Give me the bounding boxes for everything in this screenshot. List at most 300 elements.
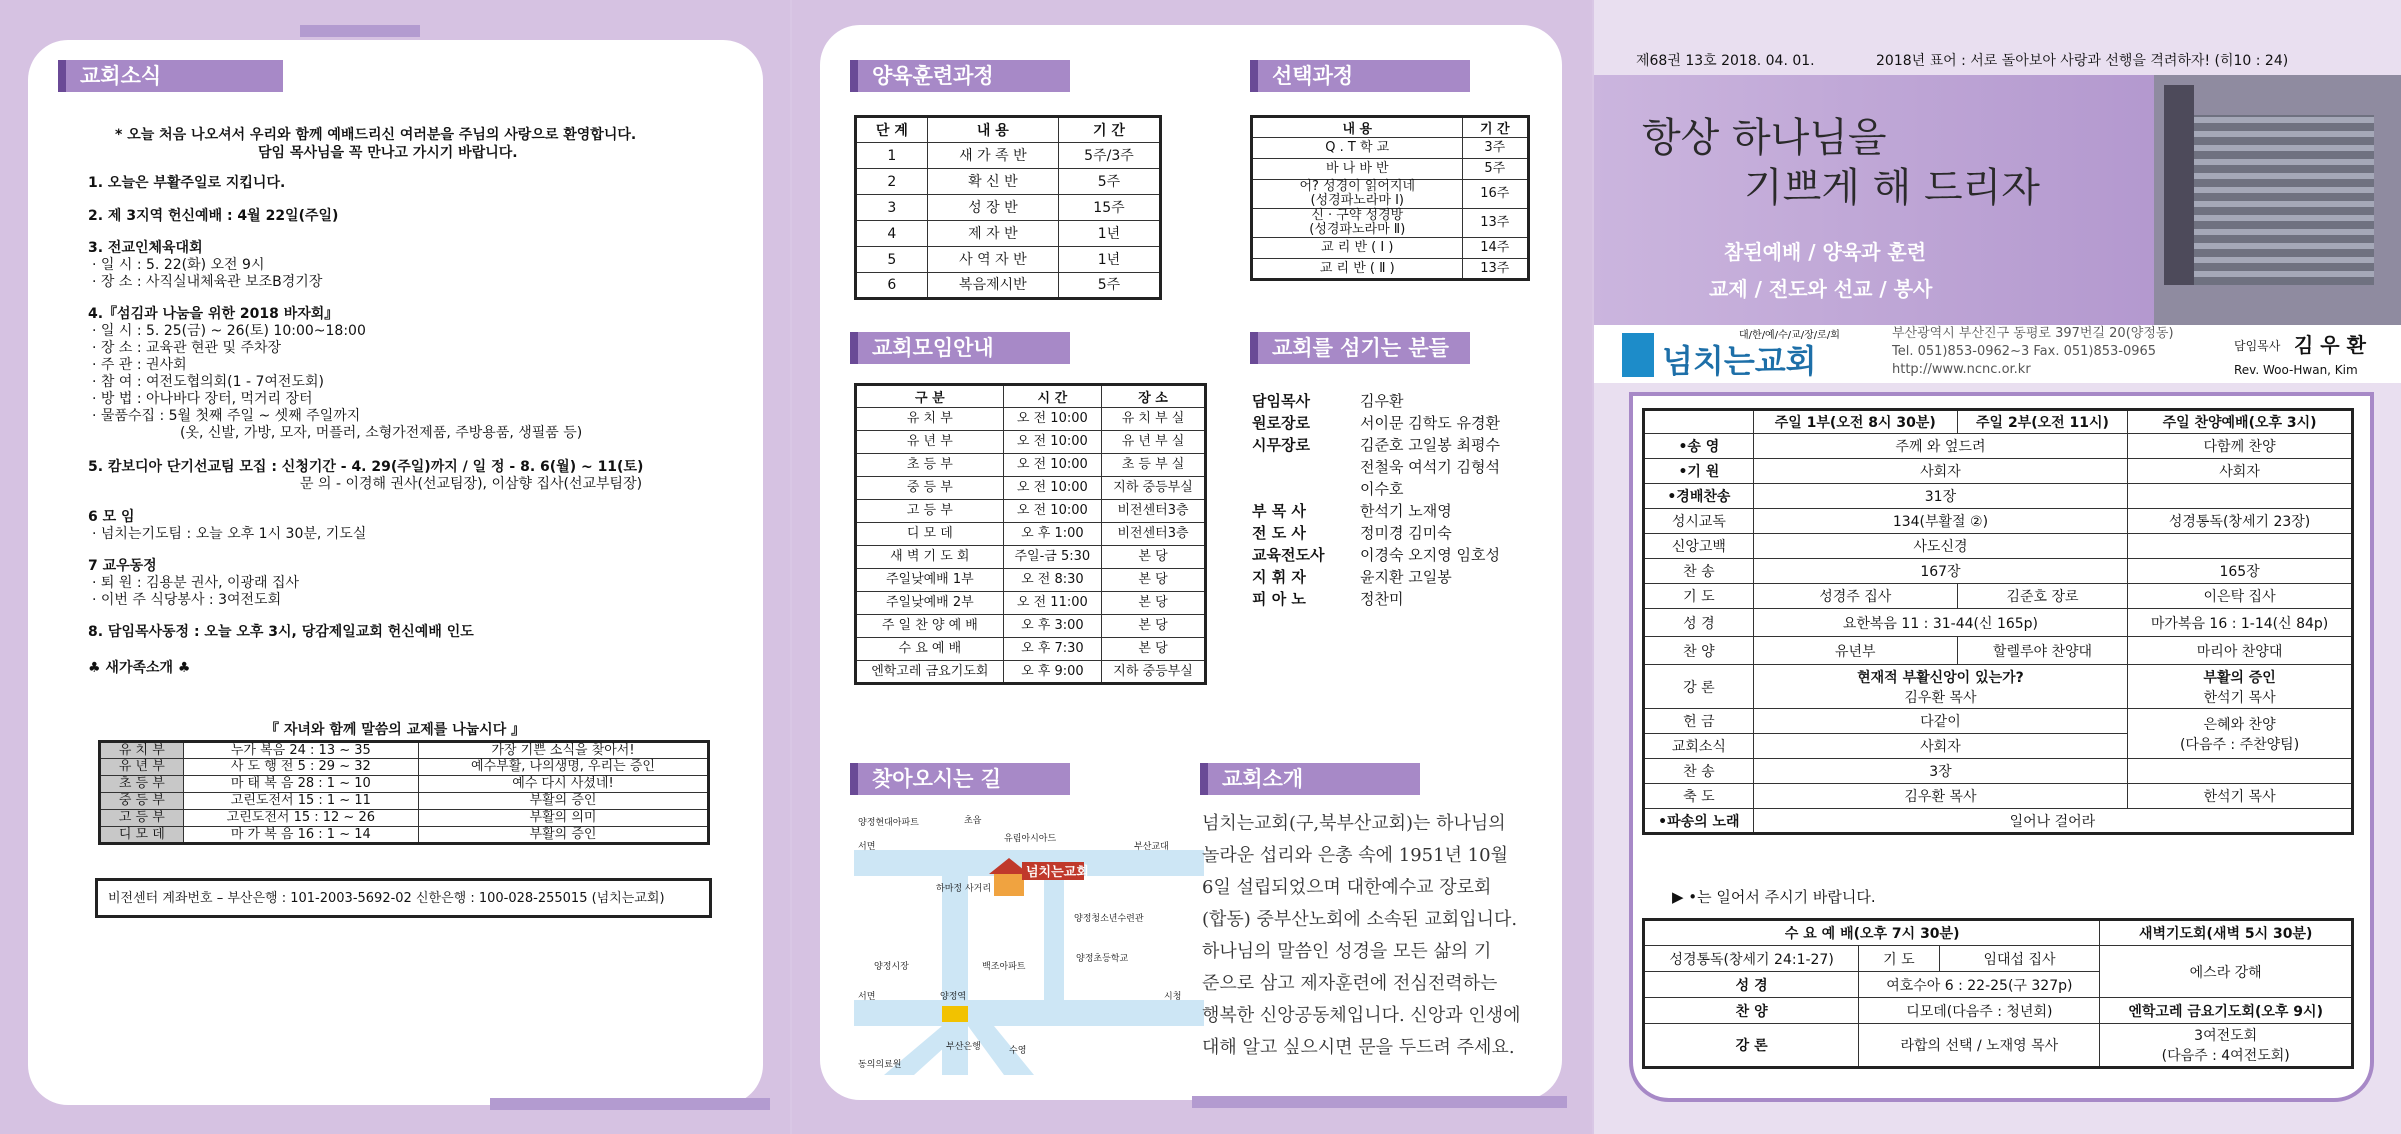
table-cell: 초 등 부 <box>856 454 1004 477</box>
notice-item: 7 교우동정 <box>88 558 157 574</box>
order-label: 기 도 <box>1644 584 1754 609</box>
welcome-text: * 오늘 처음 나오셔서 우리와 함께 예배드리신 여러분을 주님의 사랑으로 환영합니다. <box>115 127 637 143</box>
table-row <box>856 169 1161 195</box>
panel-news <box>0 0 790 1134</box>
section-title: 교회소식 <box>58 60 283 92</box>
table-row <box>1252 259 1529 280</box>
elective-table <box>1250 115 1530 281</box>
intro-line: 하나님의 말씀인 성경을 모든 삶의 기 <box>1202 941 1492 962</box>
table-row <box>856 523 1206 546</box>
intro-line: 놀라운 섭리와 은총 속에 1951년 10월 <box>1202 845 1508 866</box>
table-cell: 본 당 <box>1102 615 1206 638</box>
header-cell: 기 간 <box>1058 117 1160 143</box>
table-cell: 6 <box>856 273 928 299</box>
order-value: 사도신경 <box>1753 534 2127 559</box>
table-cell: 4 <box>856 221 928 247</box>
order-value: 은혜와 찬양 (다음주 : 주찬양팀) <box>2128 709 2353 759</box>
table-cell: 오 후 1:00 <box>1003 523 1101 546</box>
table-cell: 오 후 9:00 <box>1003 661 1101 684</box>
servant-names: 이경숙 오지영 임호성 <box>1360 546 1500 564</box>
map-label: 부산교대 <box>1134 842 1169 852</box>
order-value: 31장 <box>1753 484 2127 509</box>
wed-value: 디모데(다음주 : 청년회) <box>1859 998 2100 1024</box>
table-cell: 5주 <box>1462 159 1528 180</box>
table-row <box>856 546 1206 569</box>
order-value: 주께 와 엎드려 <box>1753 434 2127 459</box>
weekday-table <box>1642 918 2354 1069</box>
order-label: 찬 송 <box>1644 559 1754 584</box>
bible-table <box>98 740 710 845</box>
table-cell: 초 등 부 실 <box>1102 454 1206 477</box>
order-value: 사회자 <box>1753 459 2127 484</box>
panel-cover <box>1594 0 2401 1134</box>
order-label: •경배찬송 <box>1644 484 1754 509</box>
table-cell: 15주 <box>1058 195 1160 221</box>
order-value: 할렐루야 찬양대 <box>1957 637 2127 665</box>
account-text: 비전센터 계좌번호 – 부산은행 : 101-2003-5692-02 신한은행 : 100-028-255015 (넘치는교회) <box>108 891 665 906</box>
servant-names: 한석기 노재영 <box>1360 502 1452 520</box>
table-cell: 주일낮예배 1부 <box>856 569 1004 592</box>
order-label: 신앙고백 <box>1644 534 1754 559</box>
table-row <box>856 569 1206 592</box>
table-cell: 오 전 11:00 <box>1003 592 1101 615</box>
order-value: 유년부 <box>1753 637 1957 665</box>
table-row <box>1252 180 1529 209</box>
header-cell: 단 계 <box>856 117 928 143</box>
intro-line: 준으로 삼고 제자훈련에 전심전력하는 <box>1202 973 1498 994</box>
table-cell: 어? 성경이 읽어지네 (성경파노라마 Ⅰ) <box>1252 180 1463 209</box>
table-cell: 유 년 부 <box>100 759 184 776</box>
table-cell: 예수부활, 나의생명, 우리는 증인 <box>418 759 708 776</box>
map-label: 서면 <box>858 842 876 852</box>
map-label: 동의의료원 <box>858 1060 902 1070</box>
notice-detail: · 이번 주 식당봉사 : 3여전도회 <box>92 592 282 608</box>
headline: 기쁘게 해 드리자 <box>1744 165 2040 211</box>
servant-row <box>1252 522 1532 544</box>
table-cell: 오 전 8:30 <box>1003 569 1101 592</box>
table-cell: 수 요 예 배 <box>856 638 1004 661</box>
order-value <box>2128 534 2353 559</box>
table-cell: 오 전 10:00 <box>1003 454 1101 477</box>
order-value: 일어나 걸어라 <box>1753 809 2352 834</box>
notice-detail: · 물품수집 : 5월 첫째 주일 ~ 셋째 주일까지 <box>92 408 361 424</box>
section-title: 교회소개 <box>1200 763 1420 795</box>
table-cell: 복음제시반 <box>927 273 1058 299</box>
notice-detail: · 장 소 : 교육관 현관 및 주차장 <box>92 340 282 356</box>
table-cell: 부활의 증인 <box>418 827 708 844</box>
map-label: 양정역 <box>940 992 967 1002</box>
servant-role: 전 도 사 <box>1252 524 1306 542</box>
order-value: 165장 <box>2128 559 2353 584</box>
table-cell: 비전센터3층 <box>1102 500 1206 523</box>
notice-detail: · 넘치는기도팀 : 오늘 오후 1시 30분, 기도실 <box>92 526 367 542</box>
worship-head <box>1644 410 1754 434</box>
map-label: 초읍 <box>964 816 982 826</box>
table-cell: 고린도전서 15 : 12 ~ 26 <box>183 810 418 827</box>
table-cell: 새 가 족 반 <box>927 143 1058 169</box>
order-label: 강 론 <box>1644 665 1754 709</box>
table-cell: 1년 <box>1058 247 1160 273</box>
friday-next: (다음주 : 4여전도회) <box>2161 1048 2290 1064</box>
table-cell: 본 당 <box>1102 569 1206 592</box>
order-label: 찬 양 <box>1644 637 1754 665</box>
map-label: 수영 <box>1009 1046 1027 1056</box>
website: http://www.ncnc.or.kr <box>1892 362 2031 377</box>
order-label: 성시교독 <box>1644 509 1754 534</box>
notice-detail: 문 의 - 이경해 권사(선교팀장), 이삼향 집사(선교부팀장) <box>300 476 643 492</box>
table-cell: 교 리 반 ( Ⅱ ) <box>1252 259 1463 280</box>
church-info-bar <box>1594 325 2401 383</box>
servant-role: 피 아 노 <box>1252 590 1306 608</box>
servant-names: 정찬미 <box>1360 590 1404 608</box>
section-title: 찾아오시는 길 <box>850 763 1070 795</box>
servant-role: 시무장로 <box>1252 436 1310 454</box>
wed-label: 강 론 <box>1644 1024 1859 1068</box>
motto: 2018년 표어 : 서로 돌아보아 사랑과 선행을 격려하자! (히10 : 24) <box>1876 53 2289 69</box>
table-cell: 1년 <box>1058 221 1160 247</box>
table-cell: 5주 <box>1058 273 1160 299</box>
table-cell: 2 <box>856 169 928 195</box>
table-header <box>1252 117 1529 138</box>
servant-names: 전철욱 여석기 김형석 <box>1360 458 1500 476</box>
table-row <box>856 195 1161 221</box>
map-label: 양정초등학교 <box>1076 954 1129 964</box>
denomination: 대/한/예/수/교/장/로/회 <box>1739 330 1840 341</box>
table-row <box>856 273 1161 299</box>
building-tower <box>2164 85 2194 285</box>
table-cell: 초 등 부 <box>100 776 184 793</box>
subheadline: 교제 / 전도와 선교 / 봉사 <box>1709 277 1933 301</box>
deco-bar <box>490 1098 770 1110</box>
table-row <box>856 431 1206 454</box>
subway-icon <box>942 1006 968 1022</box>
table-cell: 1 <box>856 143 928 169</box>
table-row <box>856 143 1161 169</box>
worship-head: 주일 1부(오전 8시 30분) <box>1753 410 1957 434</box>
table-cell: 본 당 <box>1102 592 1206 615</box>
notice-item: 6 모 임 <box>88 509 135 525</box>
notice-item: 3. 전교인체육대회 <box>88 240 203 256</box>
address: 부산광역시 부산진구 동평로 397번길 20(양정동) <box>1892 326 2174 341</box>
welcome-text: 담임 목사님을 꼭 만나고 가시기 바랍니다. <box>258 145 518 161</box>
table-cell: 유 년 부 실 <box>1102 431 1206 454</box>
order-label: •기 원 <box>1644 459 1754 484</box>
church-name: 넘치는교회 <box>1662 342 1817 380</box>
table-cell: 3주 <box>1462 138 1528 159</box>
table-row <box>1252 159 1529 180</box>
wed-label: 기 도 <box>1859 946 1939 972</box>
servant-row <box>1252 390 1532 412</box>
header-cell: 구 분 <box>856 385 1004 408</box>
table-cell: 오 후 3:00 <box>1003 615 1101 638</box>
servant-row <box>1252 500 1532 522</box>
order-label: •송 영 <box>1644 434 1754 459</box>
table-cell: 고린도전서 15 : 1 ~ 11 <box>183 793 418 810</box>
subheadline: 참된예배 / 양육과 훈련 <box>1724 240 1927 264</box>
table-row <box>856 221 1161 247</box>
table-cell: 신 · 구약 성경방 (성경파노라마 Ⅱ) <box>1252 209 1463 238</box>
church-building-image <box>2154 75 2401 325</box>
notice-detail: · 일 시 : 5. 25(금) ~ 26(토) 10:00~18:00 <box>92 323 366 339</box>
table-cell: 주일-금 5:30 <box>1003 546 1101 569</box>
notice-item: 1. 오늘은 부활주일로 지킵니다. <box>88 175 286 191</box>
pastor-name: 김 우 환 <box>2294 333 2366 357</box>
order-label: 찬 송 <box>1644 759 1754 784</box>
table-cell: 제 자 반 <box>927 221 1058 247</box>
order-value: 마가복음 16 : 1-14(신 84p) <box>2128 609 2353 637</box>
section-title: 양육훈련과정 <box>850 60 1070 92</box>
table-cell: 부활의 증인 <box>418 793 708 810</box>
order-value: 3장 <box>1753 759 2127 784</box>
map-road <box>854 1000 1204 1026</box>
order-value: 다같이 <box>1753 709 2127 734</box>
wed-value: 성경통독(창세기 24:1-27) <box>1644 946 1859 972</box>
table-cell: 5주 <box>1058 169 1160 195</box>
order-label: •파송의 노래 <box>1644 809 1754 834</box>
table-cell: 고 등 부 <box>100 810 184 827</box>
table-row <box>100 759 709 776</box>
section-title: 교회를 섬기는 분들 <box>1250 332 1470 364</box>
order-value: 이은탁 집사 <box>2128 584 2353 609</box>
servant-row <box>1252 412 1532 434</box>
table-cell: 5주/3주 <box>1058 143 1160 169</box>
servant-row <box>1252 566 1532 588</box>
table-header <box>856 117 1161 143</box>
table-cell: 예수 다시 사셨네! <box>418 776 708 793</box>
standing-note: ▶ •는 일어서 주시기 바랍니다. <box>1672 888 1876 906</box>
servant-role: 부 목 사 <box>1252 502 1306 520</box>
table-cell: 사 역 자 반 <box>927 247 1058 273</box>
table-cell: 마 가 복 음 16 : 1 ~ 14 <box>183 827 418 844</box>
table-cell: 확 신 반 <box>927 169 1058 195</box>
table-row <box>100 810 709 827</box>
map-label: 양정현대아파트 <box>858 818 919 828</box>
table-cell: 마 태 복 음 28 : 1 ~ 10 <box>183 776 418 793</box>
panel-middle <box>792 0 1592 1134</box>
servant-role: 지 휘 자 <box>1252 568 1306 586</box>
table-row <box>1252 138 1529 159</box>
table-cell: 유 치 부 <box>856 408 1004 431</box>
table-cell: 본 당 <box>1102 546 1206 569</box>
table-cell: 유 년 부 <box>856 431 1004 454</box>
servant-names: 김우환 <box>1360 392 1404 410</box>
order-value: 다함께 찬양 <box>2128 434 2353 459</box>
table-cell: 주일낮예배 2부 <box>856 592 1004 615</box>
friday-value <box>2100 1024 2353 1068</box>
header-cell: 장 소 <box>1102 385 1206 408</box>
order-value: 현재적 부활신앙이 있는가? 김우환 목사 <box>1753 665 2127 709</box>
header-cell: 시 간 <box>1003 385 1101 408</box>
table-cell: 사 도 행 전 5 : 29 ~ 32 <box>183 759 418 776</box>
map-label: 유림아시아드 <box>1004 834 1057 844</box>
intro-text <box>1202 808 1542 1064</box>
dawn-value: 에스라 강해 <box>2100 946 2353 998</box>
section-title: 교회모임안내 <box>850 332 1070 364</box>
account-box <box>95 878 712 918</box>
map-label: 하마정 사거리 <box>936 884 992 894</box>
table-row <box>856 408 1206 431</box>
building-facade <box>2174 115 2374 285</box>
notice-detail: · 방 법 : 아나바다 장터, 먹거리 장터 <box>92 391 313 407</box>
header-cell: 기 간 <box>1462 117 1528 138</box>
worship-head: 주일 찬양예배(오후 3시) <box>2128 410 2353 434</box>
table-cell: 중 등 부 <box>100 793 184 810</box>
servant-row <box>1252 456 1532 478</box>
cover-banner <box>1594 75 2401 325</box>
table-cell: 중 등 부 <box>856 477 1004 500</box>
order-value: 김준호 장로 <box>1957 584 2127 609</box>
table-cell: 오 전 10:00 <box>1003 500 1101 523</box>
map <box>854 810 1204 1075</box>
table-cell: 오 전 10:00 <box>1003 408 1101 431</box>
order-value <box>2128 484 2353 509</box>
friday-team: 3여전도회 <box>2194 1028 2258 1044</box>
wed-title: 수 요 예 배(오후 7시 30분) <box>1644 920 2100 946</box>
issue-info: 제68권 13호 2018. 04. 01. <box>1636 53 1815 69</box>
table-cell: 엔학고레 금요기도회 <box>856 661 1004 684</box>
table-row <box>100 776 709 793</box>
table-cell: 새 벽 기 도 회 <box>856 546 1004 569</box>
friday-title: 엔학고레 금요기도회(오후 9시) <box>2100 998 2353 1024</box>
order-value: 김우환 목사 <box>1753 784 2127 809</box>
table-cell: 5 <box>856 247 928 273</box>
order-value: 167장 <box>1753 559 2127 584</box>
table-row <box>856 500 1206 523</box>
new-family-heading: ♣ 새가족소개 ♣ <box>88 660 191 676</box>
wed-value: 라합의 선택 / 노재영 목사 <box>1859 1024 2100 1068</box>
table-cell: 오 후 7:30 <box>1003 638 1101 661</box>
table-cell: 오 전 10:00 <box>1003 477 1101 500</box>
servant-names: 윤지환 고일봉 <box>1360 568 1452 586</box>
order-label: 헌 금 <box>1644 709 1754 734</box>
notice-detail: (옷, 신발, 가방, 모자, 머플러, 소형가전제품, 주방용품, 생필품 등) <box>180 425 583 441</box>
phone: Tel. 051)853-0962~3 Fax. 051)853-0965 <box>1892 344 2157 359</box>
table-row <box>856 454 1206 477</box>
table-cell: 디 모 데 <box>856 523 1004 546</box>
order-value: 134(부활절 ②) <box>1753 509 2127 534</box>
header-cell: 내 용 <box>927 117 1058 143</box>
order-value: 사회자 <box>1753 734 2127 759</box>
table-cell: 부활의 의미 <box>418 810 708 827</box>
table-cell: 오 전 10:00 <box>1003 431 1101 454</box>
servant-row <box>1252 434 1532 456</box>
servant-row <box>1252 478 1532 500</box>
table-cell: 주 일 찬 양 예 배 <box>856 615 1004 638</box>
table-row <box>856 247 1161 273</box>
table-cell: 유 치 부 <box>100 742 184 759</box>
table-cell: 비전센터3층 <box>1102 523 1206 546</box>
table-cell: 누가 복음 24 : 13 ~ 35 <box>183 742 418 759</box>
servant-row <box>1252 588 1532 610</box>
training-table <box>854 115 1162 300</box>
church-label: 넘치는교회 <box>1026 865 1089 880</box>
table-cell: 3 <box>856 195 928 221</box>
notice-item: 5. 캄보디아 단기선교팀 모집 : 신청기간 - 4. 29(주일)까지 / 일 정 - 8. 6(월) ~ 11(토) <box>88 459 644 475</box>
notice-detail: · 주 관 : 권사회 <box>92 357 187 373</box>
headline: 항상 하나님을 <box>1642 115 1887 161</box>
notice-detail: · 장 소 : 사직실내체육관 보조B경기장 <box>92 274 323 290</box>
table-cell: 13주 <box>1462 259 1528 280</box>
order-value: 성경주 집사 <box>1753 584 1957 609</box>
table-cell: 14주 <box>1462 238 1528 259</box>
table-cell: 13주 <box>1462 209 1528 238</box>
servants-list <box>1252 390 1532 610</box>
order-value: 부활의 증인 한석기 목사 <box>2128 665 2353 709</box>
table-row <box>856 615 1206 638</box>
worship-table <box>1642 408 2354 835</box>
order-value: 요한복음 11 : 31-44(신 165p) <box>1753 609 2127 637</box>
order-label: 축 도 <box>1644 784 1754 809</box>
servant-names: 서이문 김학도 유경환 <box>1360 414 1500 432</box>
notice-item: 8. 담임목사동정 : 오늘 오후 3시, 당감제일교회 헌신예배 인도 <box>88 624 474 640</box>
order-value: 마리아 찬양대 <box>2128 637 2353 665</box>
table-cell: 교 리 반 ( Ⅰ ) <box>1252 238 1463 259</box>
table-row <box>100 742 709 759</box>
section-title: 선택과정 <box>1250 60 1470 92</box>
servant-row <box>1252 544 1532 566</box>
wed-label: 찬 양 <box>1644 998 1859 1024</box>
table-cell: Q . T 학 교 <box>1252 138 1463 159</box>
deco-bar <box>300 25 420 37</box>
intro-line: 넘치는교회(구,북부산교회)는 하나님의 <box>1202 813 1506 834</box>
table-row <box>856 661 1206 684</box>
table-row <box>1252 238 1529 259</box>
map-label: 양정시장 <box>874 962 909 972</box>
worship-head: 주일 2부(오전 11시) <box>1957 410 2127 434</box>
church-icon <box>994 872 1024 896</box>
notice-detail: · 참 여 : 여전도협의회(1 - 7여전도회) <box>92 374 324 390</box>
intro-line: (합동) 중부산노회에 소속된 교회입니다. <box>1202 909 1518 930</box>
order-value <box>2128 759 2353 784</box>
table-row <box>100 827 709 844</box>
table-row <box>1252 209 1529 238</box>
table-row <box>100 793 709 810</box>
table-header <box>856 385 1206 408</box>
order-label: 성 경 <box>1644 609 1754 637</box>
map-label: 부산은행 <box>946 1042 981 1052</box>
church-logo-icon <box>1622 333 1654 377</box>
notice-detail: · 퇴 원 : 김용분 권사, 이광래 집사 <box>92 575 300 591</box>
table-cell: 유 치 부 실 <box>1102 408 1206 431</box>
table-cell: 지하 중등부실 <box>1102 477 1206 500</box>
intro-line: 대해 알고 싶으시면 문을 두드려 주세요. <box>1202 1037 1515 1058</box>
wed-value: 여호수아 6 : 22-25(구 327p) <box>1859 972 2100 998</box>
wed-label: 성 경 <box>1644 972 1859 998</box>
bible-table-title: 『 자녀와 함께 말씀의 교제를 나눕시다 』 <box>265 722 526 738</box>
servant-role: 담임목사 <box>1252 392 1310 410</box>
map-label: 서면 <box>858 992 876 1002</box>
deco-bar <box>1192 1096 1567 1108</box>
table-cell: 지하 중등부실 <box>1102 661 1206 684</box>
order-value: 한석기 목사 <box>2128 784 2353 809</box>
pastor-name-en: Rev. Woo-Hwan, Kim <box>2234 363 2358 377</box>
servant-role: 원로장로 <box>1252 414 1310 432</box>
intro-line: 행복한 신앙공동체입니다. 신앙과 인생에 <box>1202 1005 1521 1026</box>
table-row <box>856 477 1206 500</box>
wed-value: 임대섭 집사 <box>1939 946 2100 972</box>
table-cell: 본 당 <box>1102 638 1206 661</box>
table-cell: 바 나 바 반 <box>1252 159 1463 180</box>
table-row <box>856 592 1206 615</box>
servant-names: 이수호 <box>1360 480 1404 498</box>
map-label: 시청 <box>1164 992 1182 1002</box>
dawn-title: 새벽기도회(새벽 5시 30분) <box>2100 920 2353 946</box>
servant-names: 정미경 김미숙 <box>1360 524 1452 542</box>
map-label: 양정청소년수련관 <box>1074 914 1144 924</box>
table-cell: 고 등 부 <box>856 500 1004 523</box>
intro-line: 6일 설립되었으며 대한예수교 장로회 <box>1202 877 1492 898</box>
order-value: 사회자 <box>2128 459 2353 484</box>
